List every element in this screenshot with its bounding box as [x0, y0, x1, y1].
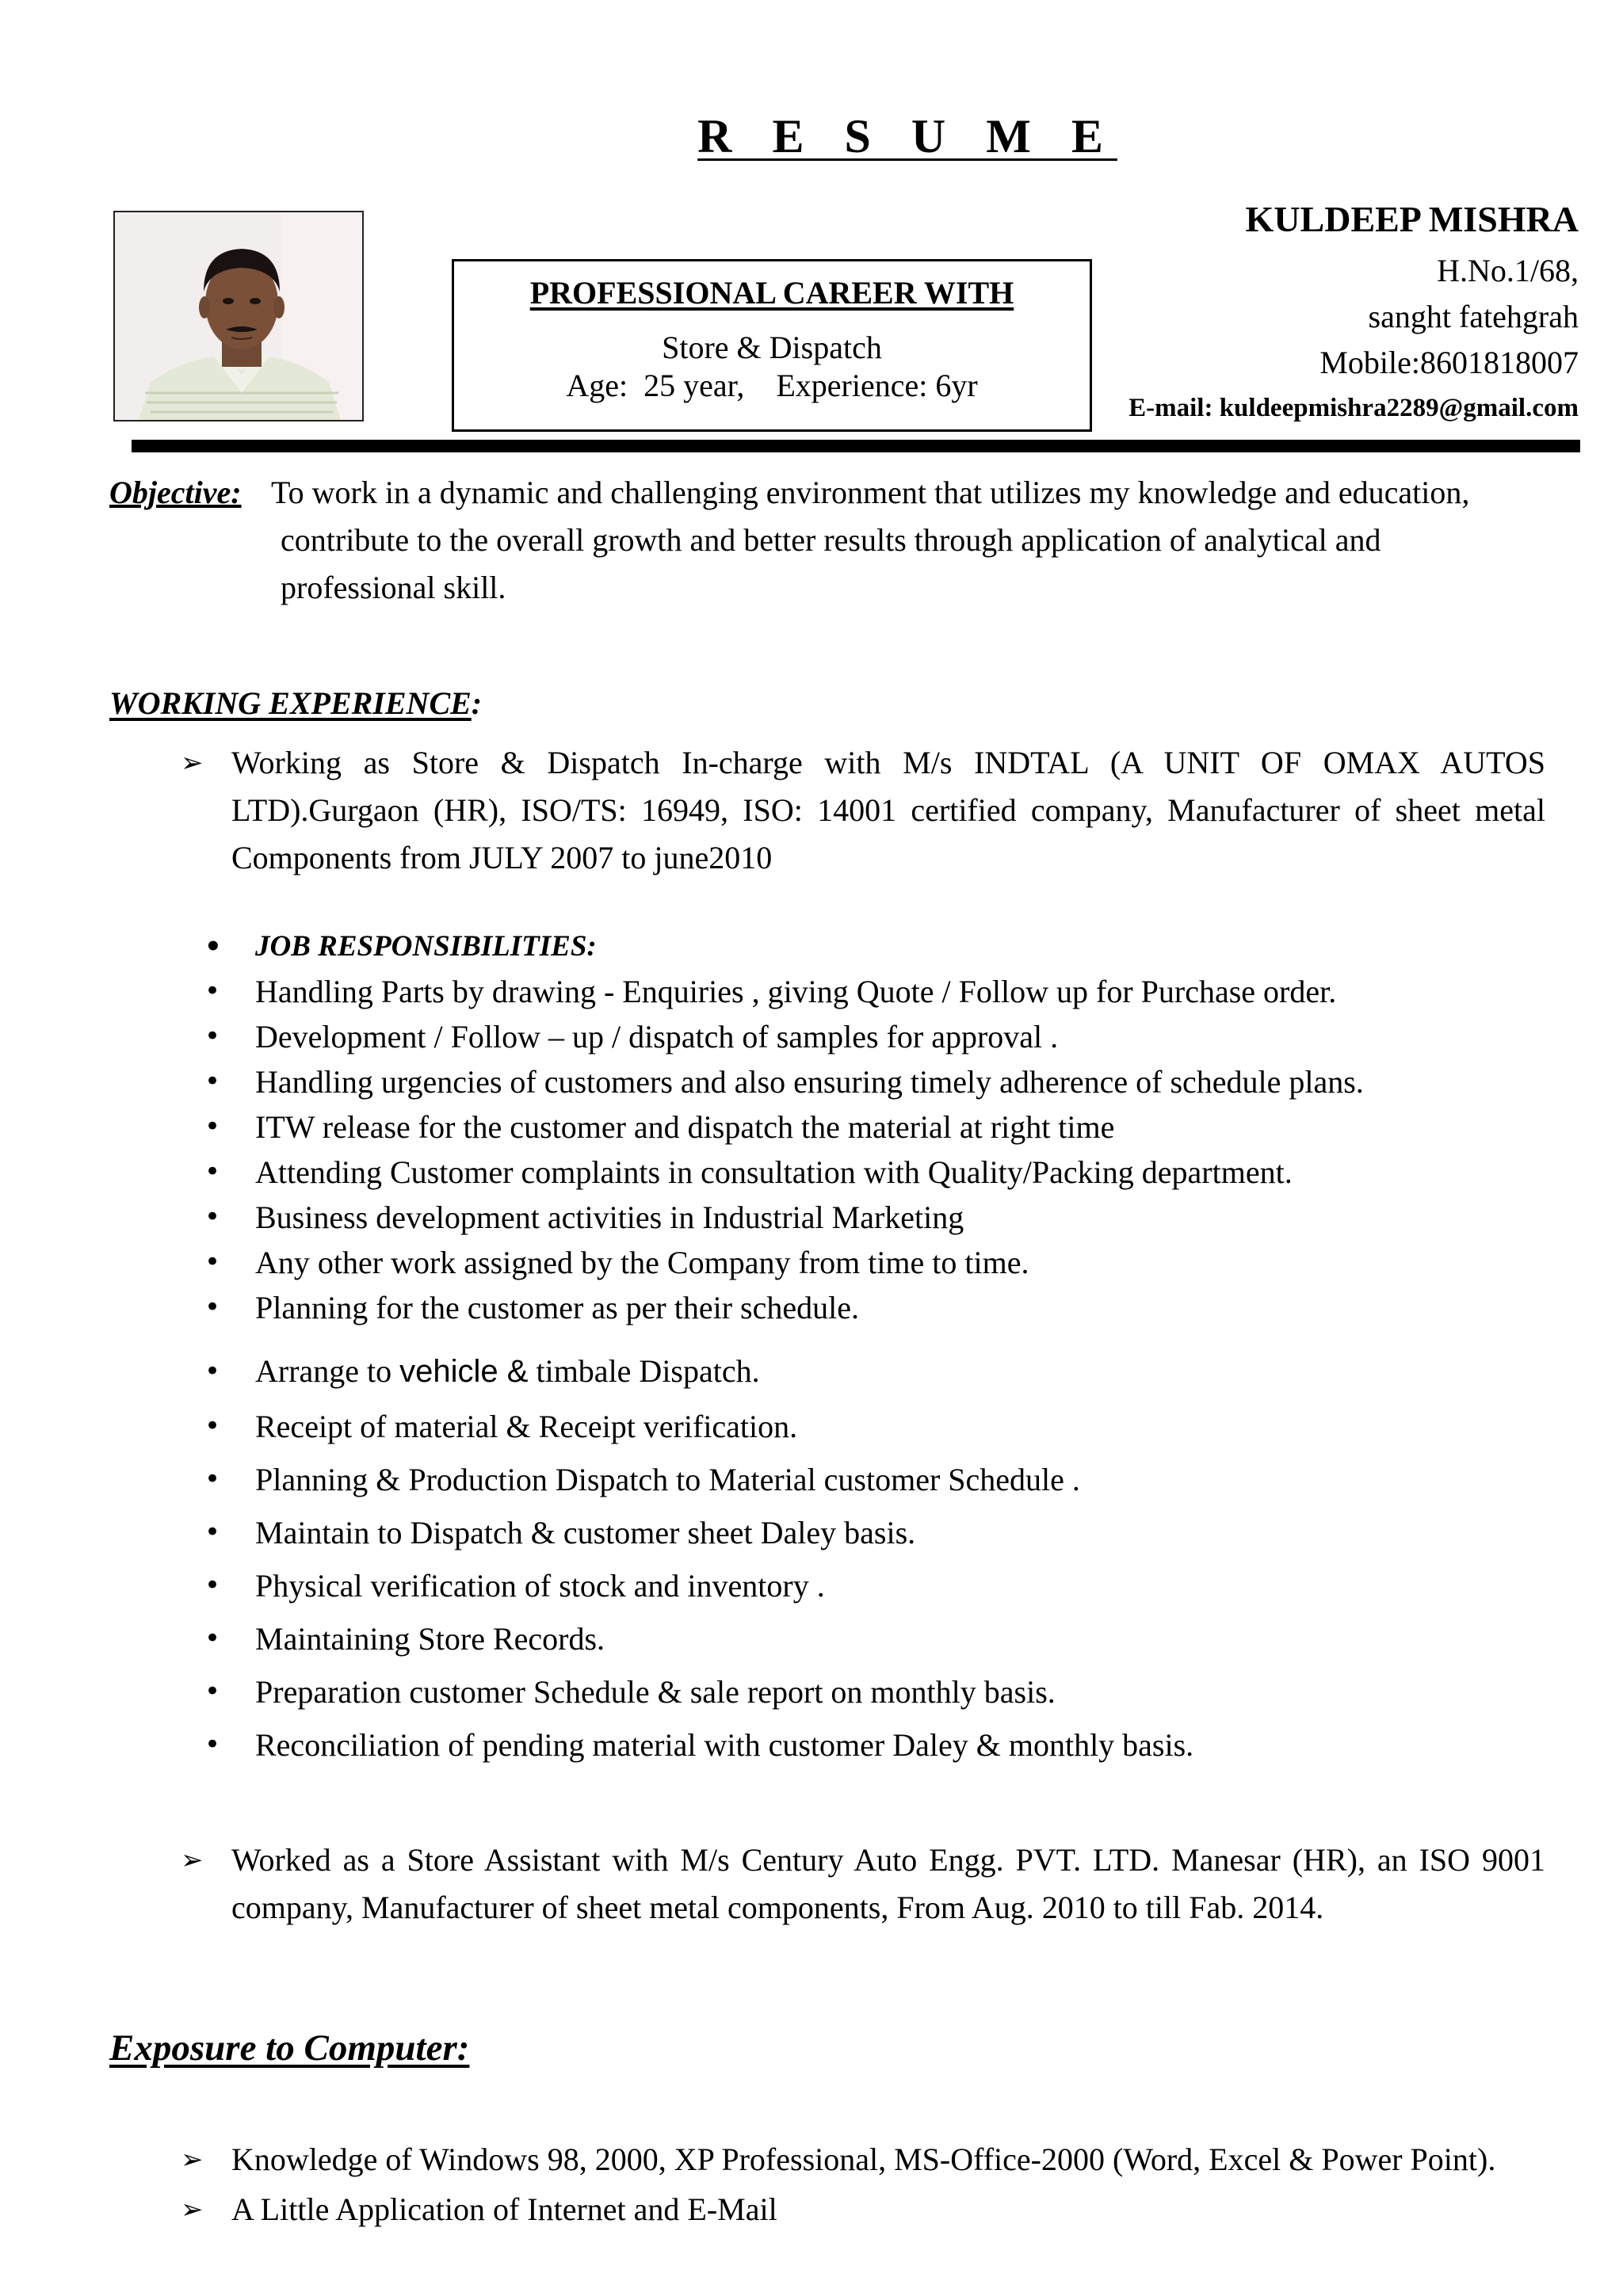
experience-item	[181, 739, 1545, 882]
profile-photo	[113, 211, 364, 421]
experience-text: Worked as a Store Assistant with M/s Century Auto Engg. PVT. LTD. Manesar (HR), an ISO 9001 company, Manufacturer of sheet metal components, From Aug. 2010 to till Fab. 2014.	[231, 1842, 1545, 1925]
computer-item-text: Knowledge of Windows 98, 2000, XP Professional, MS-Office-2000 (Word, Excel & Power Point).	[231, 2142, 1496, 2177]
career-age-experience: Age: 25 year, Experience: 6yr	[566, 368, 978, 403]
career-role: Store & Dispatch	[662, 330, 882, 365]
arrow-bullet-icon: ➢	[181, 2144, 204, 2176]
list-item: • Attending Customer complaints in consultation with Quality/Packing department.	[204, 1150, 1568, 1195]
header-divider	[132, 440, 1580, 452]
list-item: • Maintain to Dispatch & customer sheet Daley basis.	[204, 1506, 1568, 1559]
arrow-bullet-icon: ➢	[181, 747, 204, 779]
list-item: • Physical verification of stock and inventory .	[204, 1559, 1568, 1612]
list-item: • Planning & Production Dispatch to Material customer Schedule .	[204, 1453, 1568, 1506]
candidate-name: KULDEEP MISHRA	[1245, 199, 1579, 239]
list-item: • ITW release for the customer and dispatch the material at right time	[204, 1104, 1568, 1150]
list-item-text: timbale Dispatch.	[528, 1353, 760, 1389]
mobile-number: Mobile:8601818007	[1319, 345, 1579, 380]
experience-item	[181, 1836, 1545, 1932]
person-photo-icon	[115, 212, 362, 420]
section-colon: :	[471, 685, 483, 721]
objective-line: contribute to the overall growth and better results through application of analytical and	[281, 522, 1381, 558]
experience-text: Working as Store & Dispatch In-charge with M/s INDTAL (A UNIT OF OMAX AUTOS LTD).Gurgaon (HR), ISO/TS: 16949, ISO: 14001 certified company, Manufacturer of sheet metal Components from JULY 2007 to june2010	[231, 745, 1545, 875]
list-item: • Receipt of material & Receipt verification.	[204, 1400, 1568, 1453]
list-item: • Maintaining Store Records.	[204, 1612, 1568, 1665]
list-item: • Reconciliation of pending material with customer Daley & monthly basis.	[204, 1718, 1568, 1772]
list-item-text: vehicle &	[399, 1354, 529, 1389]
objective-line: professional skill.	[281, 570, 506, 605]
arrow-bullet-icon: ➢	[181, 1844, 204, 1876]
career-heading: PROFESSIONAL CAREER WITH	[529, 275, 1014, 311]
list-item: • Any other work assigned by the Company from time to time.	[204, 1240, 1568, 1285]
professional-career-box	[452, 259, 1092, 432]
email-address: E-mail: kuldeepmishra2289@gmail.com	[1128, 394, 1579, 422]
computer-exposure-heading: Exposure to Computer:	[109, 2027, 470, 2069]
arrow-bullet-icon: ➢	[181, 2194, 204, 2225]
address-line-1: H.No.1/68,	[1437, 253, 1579, 288]
list-item-text: Arrange to	[255, 1353, 400, 1389]
list-item: • Preparation customer Schedule & sale report on monthly basis.	[204, 1665, 1568, 1718]
computer-item	[181, 2136, 1545, 2183]
list-item: • Handling Parts by drawing - Enquiries , giving Quote / Follow up for Purchase order.	[204, 969, 1568, 1014]
objective-label: Objective:	[109, 475, 242, 510]
resume-title: R E S U M E	[697, 110, 1117, 162]
list-item: • Development / Follow – up / dispatch of samples for approval .	[204, 1014, 1568, 1059]
list-item: • Business development activities in Industrial Marketing	[204, 1195, 1568, 1240]
address-line-2: sanght fatehgrah	[1368, 299, 1579, 334]
working-experience-heading	[109, 680, 482, 727]
list-item: • JOB RESPONSIBILITIES:	[204, 925, 1568, 969]
list-item: • Planning for the customer as per their schedule.	[204, 1285, 1568, 1330]
computer-item	[181, 2186, 1545, 2233]
job-responsibilities-list	[204, 925, 1568, 1772]
computer-item-text: A Little Application of Internet and E-Mail	[231, 2191, 777, 2227]
list-item: • Handling urgencies of customers and also ensuring timely adherence of schedule plans.	[204, 1059, 1568, 1104]
section-title: WORKING EXPERIENCE	[109, 685, 472, 721]
list-item	[204, 1348, 1568, 1395]
objective-line: To work in a dynamic and challenging environment that utilizes my knowledge and education,	[271, 475, 1470, 510]
